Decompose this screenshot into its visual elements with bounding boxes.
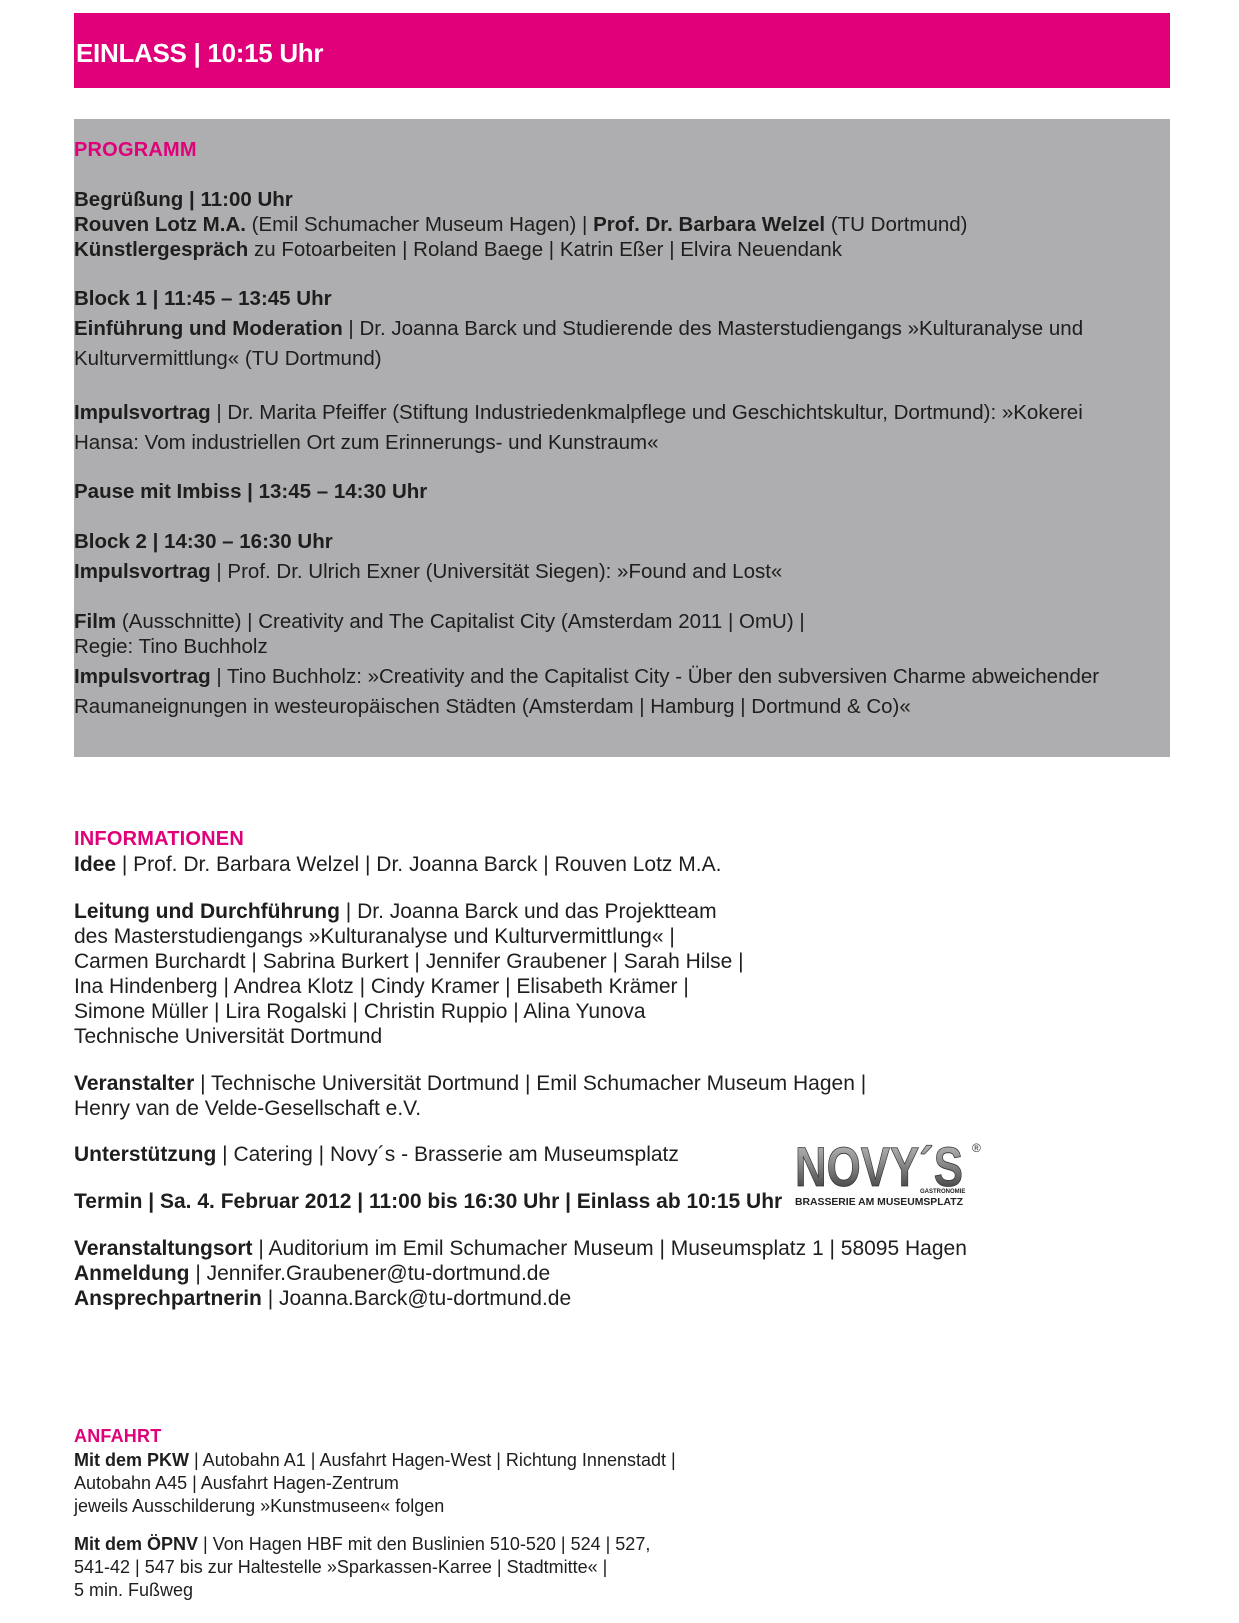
leitung-line-5: Simone Müller | Lira Rogalski | Christin Ruppio | Alina Yunova	[74, 1000, 646, 1023]
oepnv-line-2: 541-42 | 547 bis zur Haltestelle »Sparkassen-Karree | Stadtmitte« |	[74, 1557, 608, 1577]
oepnv-text: | Von Hagen HBF mit den Buslinien 510-520 | 524 | 527,	[198, 1534, 651, 1554]
block1-intro-cont: Kulturvermittlung« (TU Dortmund)	[74, 347, 382, 370]
oepnv-label: Mit dem ÖPNV	[74, 1534, 199, 1554]
info-leitung	[74, 899, 717, 924]
artist-talk-text: zu Fotoarbeiten | Roland Baege | Katrin Eßer | Elvira Neuendank	[248, 238, 843, 261]
pkw-line-3: jeweils Ausschilderung »Kunstmuseen« folgen	[74, 1496, 445, 1516]
film	[74, 610, 805, 634]
veranstalter-text: | Technische Universität Dortmund | Emil Schumacher Museum Hagen |	[194, 1072, 867, 1095]
block1-intro-label: Einführung und Moderation	[74, 317, 343, 340]
leitung-line-6: Technische Universität Dortmund	[74, 1025, 383, 1048]
logo-sub-2: BRASSERIE AM MUSEUMSPLATZ	[795, 1196, 964, 1208]
info-idee	[74, 852, 721, 877]
info-title: INFORMATIONEN	[74, 828, 244, 850]
impuls1-label: Impulsvortrag	[74, 401, 211, 424]
film-text: (Ausschnitte) | Creativity and The Capitalist City (Amsterdam 2011 | OmU) |	[116, 610, 805, 633]
idee-label: Idee	[74, 853, 117, 876]
impuls2-text: | Prof. Dr. Ulrich Exner (Universität Siegen): »Found and Lost«	[210, 560, 783, 583]
ort-label: Veranstaltungsort	[74, 1237, 253, 1260]
unterstuetzung-text: | Catering | Novy´s - Brasserie am Museumsplatz	[216, 1143, 679, 1166]
greeting-speaker-2: Prof. Dr. Barbara Welzel	[593, 213, 826, 236]
artist-talk-label: Künstlergespräch	[74, 238, 249, 261]
impuls3-text: | Tino Buchholz: »Creativity and the Capitalist City - Über den subversiven Charme abweichender	[210, 665, 1100, 688]
leitung-label: Leitung und Durchführung	[74, 900, 340, 923]
anmeldung-email: | Jennifer.Graubener@tu-dortmund.de	[189, 1262, 551, 1285]
einlass-header-bar	[74, 13, 1170, 88]
unterstuetzung-label: Unterstützung	[74, 1143, 217, 1166]
impuls1	[74, 401, 1083, 425]
artist-talk	[74, 238, 842, 262]
novys-logo	[795, 1138, 985, 1210]
greeting-speakers	[74, 213, 968, 237]
impuls1-cont: Hansa: Vom industriellen Ort zum Erinnerungs- und Kunstraum«	[74, 431, 659, 454]
logo-wordmark: NOVY´S	[795, 1138, 963, 1198]
block1-intro-text: | Dr. Joanna Barck und Studierende des Masterstudiengangs »Kulturanalyse und	[342, 317, 1084, 340]
logo-sub-1: GASTRONOMIE	[920, 1189, 966, 1195]
oepnv-line-3: 5 min. Fußweg	[74, 1580, 194, 1600]
pkw-text: | Autobahn A1 | Ausfahrt Hagen-West | Richtung Innenstadt |	[189, 1450, 676, 1470]
impuls2	[74, 560, 782, 584]
info-termin: Termin | Sa. 4. Februar 2012 | 11:00 bis 16:30 Uhr | Einlass ab 10:15 Uhr	[74, 1190, 783, 1213]
leitung-text: | Dr. Joanna Barck und das Projektteam	[339, 900, 717, 923]
impuls1-text: | Dr. Marita Pfeiffer (Stiftung Industriedenkmalpflege und Geschichtskultur, Dortmund): »Kokerei	[210, 401, 1083, 424]
leitung-line-3: Carmen Burchardt | Sabrina Burkert | Jennifer Graubener | Sarah Hilse |	[74, 950, 744, 973]
anmeldung-label: Anmeldung	[74, 1262, 190, 1285]
ort-text: | Auditorium im Emil Schumacher Museum | Museumsplatz 1 | 58095 Hagen	[252, 1237, 967, 1260]
greeting-speaker-2-org: (TU Dortmund)	[825, 213, 968, 236]
leitung-line-4: Ina Hindenberg | Andrea Klotz | Cindy Kramer | Elisabeth Krämer |	[74, 975, 689, 998]
veranstalter-line-2: Henry van de Velde-Gesellschaft e.V.	[74, 1097, 422, 1120]
impuls3	[74, 665, 1099, 689]
program-title: PROGRAMM	[74, 139, 197, 161]
film-label: Film	[74, 610, 117, 633]
pause-heading: Pause mit Imbiss | 13:45 – 14:30 Uhr	[74, 480, 428, 503]
impuls3-cont: Raumaneignungen in westeuropäischen Städten (Amsterdam | Hamburg | Dortmund & Co)«	[74, 695, 911, 718]
program-section	[74, 119, 1170, 757]
einlass-title: EINLASS | 10:15 Uhr	[76, 38, 324, 68]
info-anmeldung	[74, 1261, 550, 1286]
anfahrt-oepnv	[74, 1533, 650, 1556]
info-ort	[74, 1236, 967, 1261]
info-veranstalter	[74, 1071, 866, 1096]
novys-logo-graphic	[795, 1138, 985, 1210]
impuls2-label: Impulsvortrag	[74, 560, 211, 583]
anfahrt-title: ANFAHRT	[74, 1426, 162, 1446]
info-unterstuetzung	[74, 1142, 679, 1167]
greeting-speaker-1: Rouven Lotz M.A.	[74, 213, 246, 236]
idee-text: | Prof. Dr. Barbara Welzel | Dr. Joanna Barck | Rouven Lotz M.A.	[116, 853, 722, 876]
block2-heading: Block 2 | 14:30 – 16:30 Uhr	[74, 530, 333, 553]
block1-heading: Block 1 | 11:45 – 13:45 Uhr	[74, 287, 332, 310]
greeting-heading: Begrüßung | 11:00 Uhr	[74, 188, 293, 211]
leitung-line-2: des Masterstudiengangs »Kulturanalyse und Kulturvermittlung« |	[74, 925, 675, 948]
ansprech-label: Ansprechpartnerin	[74, 1287, 262, 1310]
impuls3-label: Impulsvortrag	[74, 665, 211, 688]
info-ansprech	[74, 1286, 571, 1311]
anfahrt-pkw	[74, 1449, 676, 1472]
logo-registered: ®	[972, 1141, 981, 1155]
block1-intro	[74, 317, 1083, 341]
veranstalter-label: Veranstalter	[74, 1072, 195, 1095]
pkw-line-2: Autobahn A45 | Ausfahrt Hagen-Zentrum	[74, 1473, 399, 1493]
film-director: Regie: Tino Buchholz	[74, 635, 268, 658]
pkw-label: Mit dem PKW	[74, 1450, 189, 1470]
greeting-speaker-1-org: (Emil Schumacher Museum Hagen) |	[245, 213, 594, 236]
ansprech-email: | Joanna.Barck@tu-dortmund.de	[261, 1287, 572, 1310]
